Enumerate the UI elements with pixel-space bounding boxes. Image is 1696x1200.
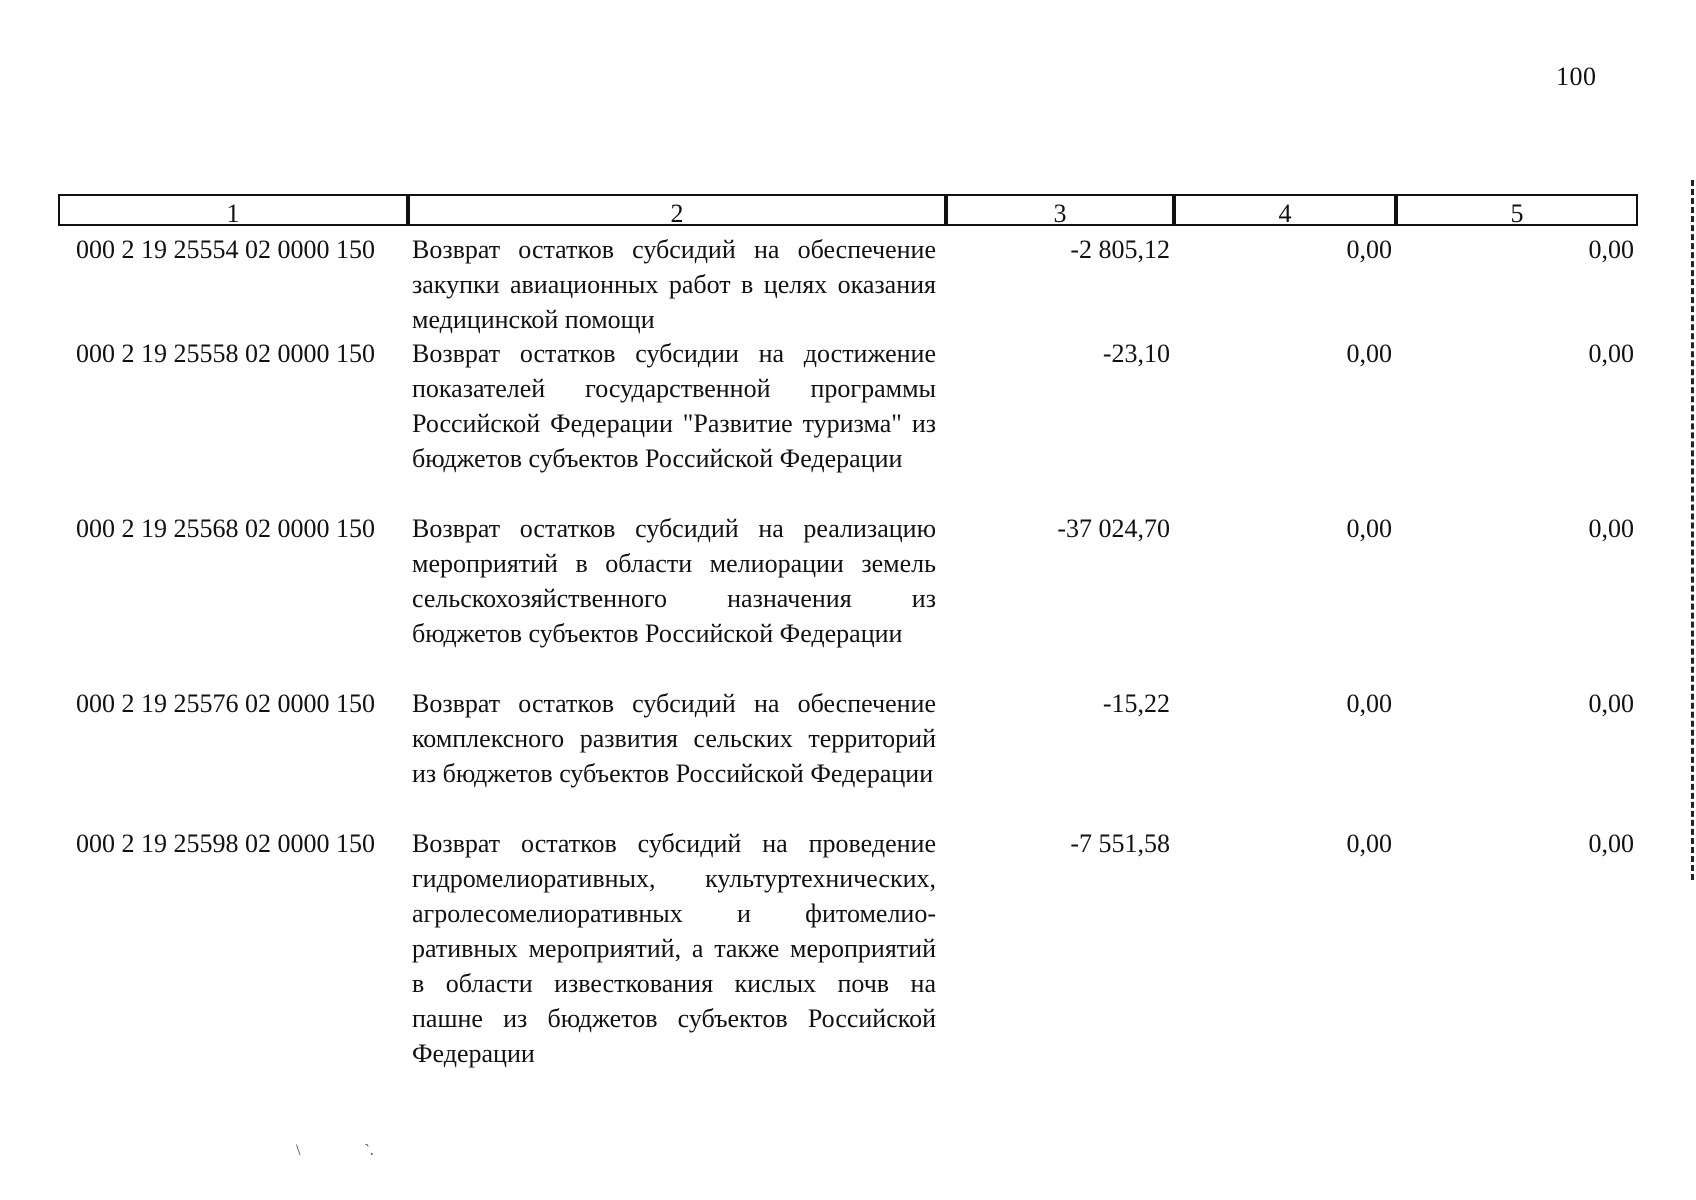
income-description: Возврат остатков субсидии на достижение показателей государственной программы Российской Федерации "Развитие туризма" из бюджетов субъектов Российской Федерации [412, 339, 936, 473]
column-header-1: 1 [58, 194, 408, 226]
budget-code: 000 2 19 25558 02 0000 150 [76, 339, 375, 368]
column-header-5: 5 [1396, 194, 1638, 226]
table-header [58, 194, 1638, 228]
value-column-4: 0,00 [1346, 235, 1392, 264]
table-row [58, 686, 1638, 826]
budget-code: 000 2 19 25568 02 0000 150 [76, 514, 375, 543]
table-row [58, 232, 1638, 336]
budget-code: 000 2 19 25554 02 0000 150 [76, 235, 375, 264]
value-column-4: 0,00 [1346, 514, 1392, 543]
income-description: Возврат остатков субсидий на обеспечение комплексного развития сельских территорий из бюджетов субъектов Российской Федерации [412, 689, 936, 788]
value-column-4: 0,00 [1346, 829, 1392, 858]
budget-code: 000 2 19 25576 02 0000 150 [76, 689, 375, 718]
value-column-3: -2 805,12 [1070, 235, 1170, 264]
page-number: 100 [1556, 62, 1597, 91]
column-header-2: 2 [408, 194, 946, 226]
table-body [58, 232, 1638, 1071]
income-description: Возврат остатков субсидий на обеспечение закупки авиационных работ в целях оказания медицинской помощи [412, 235, 936, 334]
table-row [58, 511, 1638, 686]
binding-edge [1688, 180, 1694, 880]
value-column-5: 0,00 [1588, 235, 1634, 264]
income-description: Возврат остатков субсидий на реализацию мероприятий в области мелиорации земель сельскохозяйственного назначения из бюджетов субъектов Российской Федерации [412, 514, 936, 648]
value-column-3: -7 551,58 [1070, 829, 1170, 858]
value-column-4: 0,00 [1346, 689, 1392, 718]
column-header-3: 3 [946, 194, 1174, 226]
table-row [58, 826, 1638, 1071]
value-column-3: -15,22 [1102, 689, 1170, 718]
value-column-5: 0,00 [1588, 829, 1634, 858]
budget-code: 000 2 19 25598 02 0000 150 [76, 829, 375, 858]
value-column-5: 0,00 [1588, 339, 1634, 368]
value-column-3: -23,10 [1102, 339, 1170, 368]
value-column-3: -37 024,70 [1057, 514, 1170, 543]
scan-artifact: \ `. [296, 1142, 374, 1159]
income-description: Возврат остатков субсидий на проведение гидромелиоративных, культуртехнических, агролесомелиоративных и фитомелио-ративных мероприятий, а также мероприятий в области известкования кислых почв на пашне из бюджетов субъектов Российской Федерации [412, 829, 936, 1068]
column-header-4: 4 [1174, 194, 1396, 226]
table-row [58, 336, 1638, 511]
value-column-4: 0,00 [1346, 339, 1392, 368]
value-column-5: 0,00 [1588, 514, 1634, 543]
value-column-5: 0,00 [1588, 689, 1634, 718]
